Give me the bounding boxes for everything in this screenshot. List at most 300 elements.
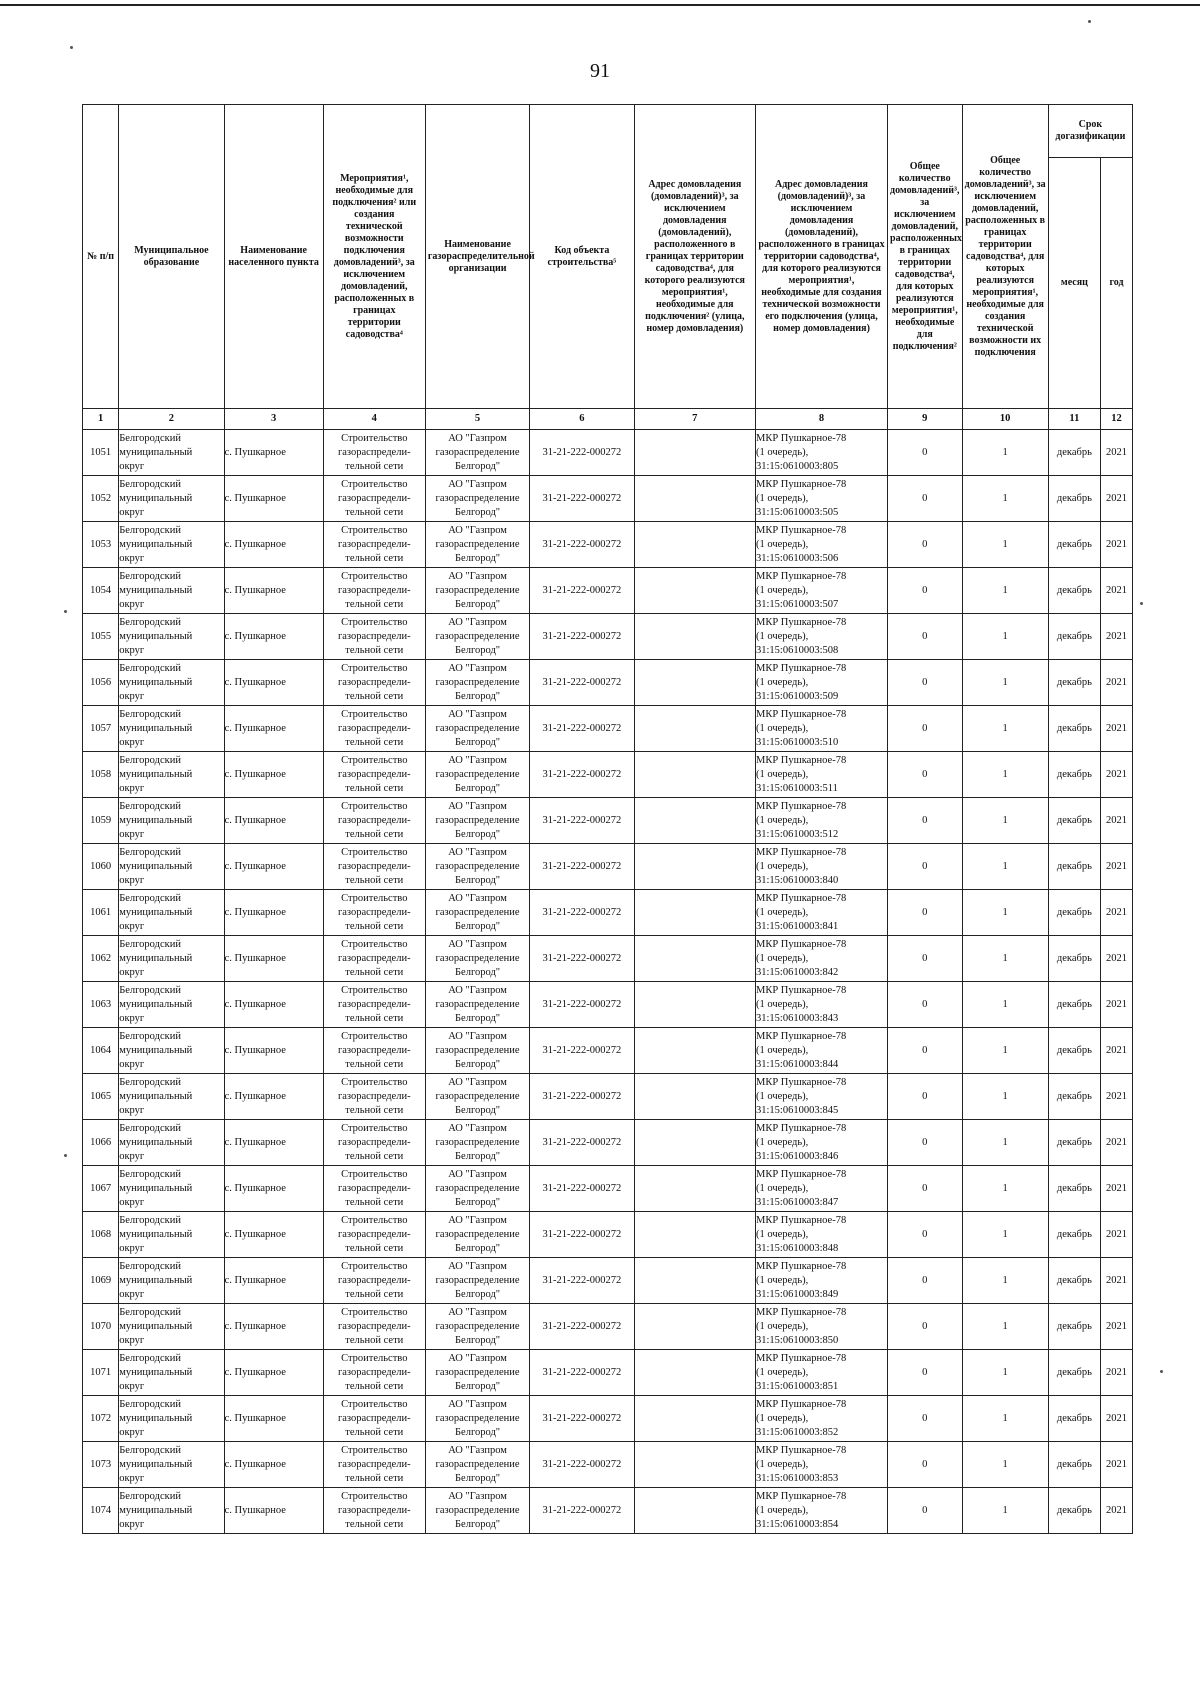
total-tech-cell: 1 <box>962 890 1048 936</box>
activity-cell-line: газораспредели- <box>337 860 411 872</box>
activity-cell <box>323 568 425 614</box>
address-tech-cell-line: МКР Пушкарное-78 <box>755 1214 847 1226</box>
municipality-cell-line: муниципальный <box>119 1182 193 1194</box>
object-code-cell: 31-21-222-000272 <box>530 476 634 522</box>
row-number: 1060 <box>83 844 119 890</box>
gas-org-cell-line: Белгород" <box>455 1426 501 1438</box>
column-number: 1 <box>83 409 119 430</box>
month-cell: декабрь <box>1048 1488 1100 1534</box>
address-tech-cell-line: МКР Пушкарное-78 <box>755 1444 847 1456</box>
total-tech-cell: 1 <box>962 1212 1048 1258</box>
activity-cell <box>323 476 425 522</box>
activity-cell <box>323 752 425 798</box>
total-tech-cell: 1 <box>962 476 1048 522</box>
gas-org-cell-line: Белгород" <box>455 1104 501 1116</box>
activity-cell-line: газораспредели- <box>337 1136 411 1148</box>
gas-org-cell <box>425 1304 529 1350</box>
address-tech-cell <box>755 1488 887 1534</box>
activity-cell-line: газораспредели- <box>337 1458 411 1470</box>
gas-org-cell <box>425 614 529 660</box>
address-tech-cell-line: 31:15:0610003:851 <box>755 1380 839 1392</box>
municipality-cell-line: муниципальный <box>119 814 193 826</box>
row-number: 1065 <box>83 1074 119 1120</box>
object-code-cell: 31-21-222-000272 <box>530 614 634 660</box>
row-number: 1066 <box>83 1120 119 1166</box>
municipality-cell-line: округ <box>119 598 145 610</box>
address-tech-cell-line: 31:15:0610003:840 <box>755 874 839 886</box>
municipality-cell-line: Белгородский <box>119 432 181 444</box>
activity-cell <box>323 660 425 706</box>
column-number: 6 <box>530 409 634 430</box>
table-row <box>83 1028 1133 1074</box>
address-tech-cell-line: (1 очередь), <box>755 630 809 642</box>
municipality-cell-line: муниципальный <box>119 1274 193 1286</box>
gas-org-cell-line: АО "Газпром <box>448 1352 507 1364</box>
address-tech-cell-line: 31:15:0610003:507 <box>755 598 839 610</box>
header-municipality: Муниципальное образование <box>119 105 224 409</box>
municipality-cell <box>119 1120 224 1166</box>
object-code-cell: 31-21-222-000272 <box>530 1488 634 1534</box>
scan-speck <box>1160 1370 1163 1373</box>
address-tech-cell <box>755 568 887 614</box>
address-tech-cell-line: МКР Пушкарное-78 <box>755 938 847 950</box>
gas-org-cell-line: газораспределение <box>435 1090 520 1102</box>
municipality-cell-line: Белгородский <box>119 570 181 582</box>
table-row <box>83 568 1133 614</box>
total-connection-cell: 0 <box>888 982 963 1028</box>
address-tech-cell-line: 31:15:0610003:505 <box>755 506 839 518</box>
municipality-cell-line: муниципальный <box>119 1458 193 1470</box>
address-tech-cell-line: (1 очередь), <box>755 1366 809 1378</box>
gas-org-cell <box>425 1396 529 1442</box>
address-tech-cell-line: (1 очередь), <box>755 998 809 1010</box>
activity-cell-line: газораспредели- <box>337 1320 411 1332</box>
gas-org-cell-line: газораспределение <box>435 768 520 780</box>
column-number: 2 <box>119 409 224 430</box>
activity-cell-line: тельной сети <box>345 828 404 840</box>
locality-cell: с. Пушкарное <box>224 1120 323 1166</box>
gas-org-cell-line: Белгород" <box>455 1380 501 1392</box>
municipality-cell-line: муниципальный <box>119 998 193 1010</box>
address-tech-cell-line: 31:15:0610003:805 <box>755 460 839 472</box>
month-cell: декабрь <box>1048 522 1100 568</box>
activity-cell-line: газораспредели- <box>337 1366 411 1378</box>
object-code-cell: 31-21-222-000272 <box>530 844 634 890</box>
municipality-cell-line: муниципальный <box>119 1504 193 1516</box>
activity-cell-line: газораспредели- <box>337 446 411 458</box>
gas-org-cell-line: Белгород" <box>455 598 501 610</box>
column-number: 5 <box>425 409 529 430</box>
gas-org-cell-line: газораспределение <box>435 952 520 964</box>
total-tech-cell: 1 <box>962 844 1048 890</box>
gas-org-cell-line: газораспределение <box>435 722 520 734</box>
gas-org-cell-line: АО "Газпром <box>448 1444 507 1456</box>
gas-org-cell-line: газораспределение <box>435 1366 520 1378</box>
month-cell: декабрь <box>1048 660 1100 706</box>
table-row <box>83 1304 1133 1350</box>
total-connection-cell: 0 <box>888 568 963 614</box>
year-cell: 2021 <box>1100 1074 1132 1120</box>
header-total-tech: Общее количество домовладений³, за исключением домовладений, расположенных в границах территории садоводства⁴, для которых реализуются мероприятия¹, необходимые для создания технической возможности их подключения <box>962 105 1048 409</box>
municipality-cell-line: муниципальный <box>119 952 193 964</box>
activity-cell-line: газораспредели- <box>337 998 411 1010</box>
municipality-cell-line: Белгородский <box>119 846 181 858</box>
column-number: 3 <box>224 409 323 430</box>
activity-cell-line: газораспредели- <box>337 1274 411 1286</box>
activity-cell-line: Строительство <box>341 800 408 812</box>
table-row <box>83 890 1133 936</box>
municipality-cell-line: муниципальный <box>119 1044 193 1056</box>
gas-org-cell-line: Белгород" <box>455 1472 501 1484</box>
address-tech-cell-line: МКР Пушкарное-78 <box>755 1260 847 1272</box>
address-connection-cell <box>634 1028 755 1074</box>
month-cell: декабрь <box>1048 568 1100 614</box>
activity-cell-line: Строительство <box>341 1444 408 1456</box>
header-year: год <box>1100 158 1132 409</box>
municipality-cell-line: Белгородский <box>119 800 181 812</box>
header-no: № п/п <box>83 105 119 409</box>
activity-cell-line: тельной сети <box>345 1196 404 1208</box>
address-tech-cell-line: 31:15:0610003:509 <box>755 690 839 702</box>
municipality-cell <box>119 1028 224 1074</box>
row-number: 1057 <box>83 706 119 752</box>
address-tech-cell-line: 31:15:0610003:511 <box>755 782 838 794</box>
column-number: 4 <box>323 409 425 430</box>
municipality-cell <box>119 890 224 936</box>
object-code-cell: 31-21-222-000272 <box>530 752 634 798</box>
gas-org-cell-line: АО "Газпром <box>448 1122 507 1134</box>
gas-org-cell-line: Белгород" <box>455 828 501 840</box>
gas-org-cell-line: АО "Газпром <box>448 1076 507 1088</box>
municipality-cell <box>119 1396 224 1442</box>
activity-cell-line: тельной сети <box>345 1334 404 1346</box>
year-cell: 2021 <box>1100 614 1132 660</box>
locality-cell: с. Пушкарное <box>224 1396 323 1442</box>
municipality-cell <box>119 1350 224 1396</box>
gas-org-cell-line: газораспределение <box>435 538 520 550</box>
object-code-cell: 31-21-222-000272 <box>530 522 634 568</box>
gas-org-cell-line: газораспределение <box>435 630 520 642</box>
municipality-cell-line: Белгородский <box>119 1352 181 1364</box>
municipality-cell-line: округ <box>119 1380 145 1392</box>
activity-cell-line: газораспредели- <box>337 1504 411 1516</box>
total-tech-cell: 1 <box>962 660 1048 706</box>
address-tech-cell <box>755 844 887 890</box>
month-cell: декабрь <box>1048 1304 1100 1350</box>
activity-cell-line: тельной сети <box>345 966 404 978</box>
municipality-cell-line: Белгородский <box>119 1168 181 1180</box>
table-row <box>83 614 1133 660</box>
gas-org-cell-line: Белгород" <box>455 644 501 656</box>
gas-org-cell-line: АО "Газпром <box>448 1030 507 1042</box>
municipality-cell <box>119 752 224 798</box>
month-cell: декабрь <box>1048 798 1100 844</box>
total-connection-cell: 0 <box>888 1212 963 1258</box>
total-connection-cell: 0 <box>888 1350 963 1396</box>
address-connection-cell <box>634 522 755 568</box>
gas-org-cell-line: Белгород" <box>455 690 501 702</box>
municipality-cell-line: муниципальный <box>119 768 193 780</box>
activity-cell-line: Строительство <box>341 478 408 490</box>
year-cell: 2021 <box>1100 430 1132 476</box>
address-connection-cell <box>634 1074 755 1120</box>
activity-cell <box>323 1488 425 1534</box>
address-tech-cell-line: (1 очередь), <box>755 1182 809 1194</box>
address-tech-cell-line: 31:15:0610003:847 <box>755 1196 839 1208</box>
activity-cell-line: Строительство <box>341 984 408 996</box>
address-tech-cell-line: 31:15:0610003:850 <box>755 1334 839 1346</box>
total-connection-cell: 0 <box>888 476 963 522</box>
activity-cell <box>323 798 425 844</box>
scan-speck <box>64 1154 67 1157</box>
month-cell: декабрь <box>1048 614 1100 660</box>
address-tech-cell-line: МКР Пушкарное-78 <box>755 570 847 582</box>
activity-cell-line: газораспредели- <box>337 952 411 964</box>
total-tech-cell: 1 <box>962 1396 1048 1442</box>
municipality-cell-line: Белгородский <box>119 662 181 674</box>
address-tech-cell <box>755 430 887 476</box>
total-connection-cell: 0 <box>888 706 963 752</box>
address-tech-cell-line: МКР Пушкарное-78 <box>755 662 847 674</box>
locality-cell: с. Пушкарное <box>224 568 323 614</box>
month-cell: декабрь <box>1048 1028 1100 1074</box>
activity-cell-line: газораспредели- <box>337 1182 411 1194</box>
address-connection-cell <box>634 1488 755 1534</box>
activity-cell-line: Строительство <box>341 1398 408 1410</box>
gas-org-cell-line: Белгород" <box>455 1058 501 1070</box>
municipality-cell-line: округ <box>119 828 145 840</box>
address-tech-cell-line: 31:15:0610003:845 <box>755 1104 839 1116</box>
address-connection-cell <box>634 982 755 1028</box>
activity-cell-line: Строительство <box>341 1214 408 1226</box>
activity-cell-line: газораспредели- <box>337 492 411 504</box>
address-tech-cell-line: (1 очередь), <box>755 676 809 688</box>
activity-cell <box>323 1074 425 1120</box>
month-cell: декабрь <box>1048 936 1100 982</box>
total-tech-cell: 1 <box>962 522 1048 568</box>
address-tech-cell <box>755 614 887 660</box>
total-tech-cell: 1 <box>962 706 1048 752</box>
municipality-cell-line: муниципальный <box>119 538 193 550</box>
address-tech-cell-line: (1 очередь), <box>755 1228 809 1240</box>
gas-org-cell-line: газораспределение <box>435 860 520 872</box>
address-tech-cell <box>755 522 887 568</box>
object-code-cell: 31-21-222-000272 <box>530 798 634 844</box>
activity-cell-line: Строительство <box>341 662 408 674</box>
total-tech-cell: 1 <box>962 1166 1048 1212</box>
total-tech-cell: 1 <box>962 1028 1048 1074</box>
locality-cell: с. Пушкарное <box>224 522 323 568</box>
month-cell: декабрь <box>1048 430 1100 476</box>
activity-cell-line: тельной сети <box>345 1288 404 1300</box>
total-tech-cell: 1 <box>962 752 1048 798</box>
activity-cell <box>323 1442 425 1488</box>
activity-cell <box>323 982 425 1028</box>
municipality-cell-line: муниципальный <box>119 906 193 918</box>
activity-cell-line: Строительство <box>341 524 408 536</box>
total-connection-cell: 0 <box>888 936 963 982</box>
address-tech-cell-line: 31:15:0610003:852 <box>755 1426 839 1438</box>
municipality-cell <box>119 1212 224 1258</box>
activity-cell <box>323 1212 425 1258</box>
year-cell: 2021 <box>1100 522 1132 568</box>
gas-org-cell-line: АО "Газпром <box>448 524 507 536</box>
column-number: 10 <box>962 409 1048 430</box>
gas-org-cell <box>425 1488 529 1534</box>
locality-cell: с. Пушкарное <box>224 982 323 1028</box>
municipality-cell <box>119 1488 224 1534</box>
total-tech-cell: 1 <box>962 1120 1048 1166</box>
activity-cell <box>323 430 425 476</box>
activity-cell-line: тельной сети <box>345 1242 404 1254</box>
gas-org-cell-line: АО "Газпром <box>448 800 507 812</box>
activity-cell <box>323 1350 425 1396</box>
locality-cell: с. Пушкарное <box>224 1258 323 1304</box>
gas-org-cell <box>425 752 529 798</box>
address-tech-cell <box>755 660 887 706</box>
row-number: 1054 <box>83 568 119 614</box>
gas-org-cell-line: Белгород" <box>455 782 501 794</box>
row-number: 1067 <box>83 1166 119 1212</box>
address-tech-cell-line: 31:15:0610003:843 <box>755 1012 839 1024</box>
address-connection-cell <box>634 1258 755 1304</box>
gas-org-cell-line: АО "Газпром <box>448 1168 507 1180</box>
table-row <box>83 1396 1133 1442</box>
year-cell: 2021 <box>1100 660 1132 706</box>
gas-org-cell-line: газораспределение <box>435 492 520 504</box>
address-connection-cell <box>634 660 755 706</box>
month-cell: декабрь <box>1048 1166 1100 1212</box>
object-code-cell: 31-21-222-000272 <box>530 430 634 476</box>
row-number: 1070 <box>83 1304 119 1350</box>
activity-cell-line: газораспредели- <box>337 1228 411 1240</box>
address-tech-cell-line: (1 очередь), <box>755 492 809 504</box>
municipality-cell-line: Белгородский <box>119 524 181 536</box>
object-code-cell: 31-21-222-000272 <box>530 1212 634 1258</box>
activity-cell-line: Строительство <box>341 892 408 904</box>
scan-speck <box>1088 20 1091 23</box>
municipality-cell-line: муниципальный <box>119 722 193 734</box>
object-code-cell: 31-21-222-000272 <box>530 982 634 1028</box>
address-tech-cell-line: 31:15:0610003:510 <box>755 736 839 748</box>
activity-cell-line: Строительство <box>341 1122 408 1134</box>
activity-cell-line: тельной сети <box>345 782 404 794</box>
gas-org-cell-line: АО "Газпром <box>448 984 507 996</box>
address-tech-cell <box>755 936 887 982</box>
address-tech-cell-line: МКР Пушкарное-78 <box>755 1398 847 1410</box>
municipality-cell-line: округ <box>119 1058 145 1070</box>
municipality-cell-line: муниципальный <box>119 630 193 642</box>
address-connection-cell <box>634 890 755 936</box>
gas-org-cell <box>425 982 529 1028</box>
locality-cell: с. Пушкарное <box>224 660 323 706</box>
address-tech-cell <box>755 1074 887 1120</box>
address-tech-cell-line: МКР Пушкарное-78 <box>755 1490 847 1502</box>
municipality-cell-line: округ <box>119 1104 145 1116</box>
locality-cell: с. Пушкарное <box>224 1212 323 1258</box>
table-row <box>83 1166 1133 1212</box>
address-tech-cell <box>755 1304 887 1350</box>
municipality-cell-line: Белгородский <box>119 1076 181 1088</box>
table-row <box>83 1350 1133 1396</box>
month-cell: декабрь <box>1048 1350 1100 1396</box>
address-tech-cell <box>755 1120 887 1166</box>
total-connection-cell: 0 <box>888 798 963 844</box>
gas-org-cell <box>425 522 529 568</box>
year-cell: 2021 <box>1100 844 1132 890</box>
municipality-cell <box>119 1442 224 1488</box>
activity-cell-line: Строительство <box>341 938 408 950</box>
municipality-cell-line: округ <box>119 1334 145 1346</box>
month-cell: декабрь <box>1048 1258 1100 1304</box>
gas-org-cell <box>425 660 529 706</box>
address-tech-cell-line: 31:15:0610003:844 <box>755 1058 839 1070</box>
gas-org-cell-line: Белгород" <box>455 460 501 472</box>
address-tech-cell-line: (1 очередь), <box>755 906 809 918</box>
activity-cell <box>323 1304 425 1350</box>
total-tech-cell: 1 <box>962 430 1048 476</box>
municipality-cell <box>119 982 224 1028</box>
municipality-cell-line: округ <box>119 1472 145 1484</box>
activity-cell-line: Строительство <box>341 1352 408 1364</box>
address-connection-cell <box>634 1166 755 1212</box>
table-row <box>83 660 1133 706</box>
activity-cell <box>323 936 425 982</box>
activity-cell-line: газораспредели- <box>337 584 411 596</box>
gas-org-cell <box>425 1166 529 1212</box>
total-connection-cell: 0 <box>888 1488 963 1534</box>
activity-cell <box>323 1166 425 1212</box>
municipality-cell-line: Белгородский <box>119 1444 181 1456</box>
gas-org-cell-line: АО "Газпром <box>448 1490 507 1502</box>
activity-cell-line: Строительство <box>341 754 408 766</box>
municipality-cell-line: муниципальный <box>119 1412 193 1424</box>
municipality-cell-line: округ <box>119 1518 145 1530</box>
address-tech-cell-line: 31:15:0610003:842 <box>755 966 839 978</box>
total-tech-cell: 1 <box>962 1442 1048 1488</box>
address-tech-cell <box>755 798 887 844</box>
year-cell: 2021 <box>1100 568 1132 614</box>
address-tech-cell-line: МКР Пушкарное-78 <box>755 1168 847 1180</box>
header-address-tech: Адрес домовладения (домовладений)³, за исключением домовладения (домовладений), расположенного в границах территории садоводства⁴, для которого реализуются мероприятия¹, необходимые для создания технической возможности его подключения (улица, номер домовладения) <box>755 105 887 409</box>
address-connection-cell <box>634 798 755 844</box>
year-cell: 2021 <box>1100 1488 1132 1534</box>
gas-org-cell <box>425 1350 529 1396</box>
row-number: 1073 <box>83 1442 119 1488</box>
object-code-cell: 31-21-222-000272 <box>530 1028 634 1074</box>
activity-cell <box>323 614 425 660</box>
gas-org-cell-line: АО "Газпром <box>448 616 507 628</box>
locality-cell: с. Пушкарное <box>224 1442 323 1488</box>
header-total-connection: Общее количество домовладений³, за исключением домовладений, расположенных в границах территории садоводства⁴, для которых реализуются мероприятия¹, необходимые для подключения² <box>888 105 963 409</box>
month-cell: декабрь <box>1048 752 1100 798</box>
address-tech-cell-line: МКР Пушкарное-78 <box>755 478 847 490</box>
year-cell: 2021 <box>1100 752 1132 798</box>
activity-cell-line: Строительство <box>341 1168 408 1180</box>
address-tech-cell-line: 31:15:0610003:853 <box>755 1472 839 1484</box>
address-tech-cell-line: (1 очередь), <box>755 860 809 872</box>
year-cell: 2021 <box>1100 890 1132 936</box>
total-tech-cell: 1 <box>962 568 1048 614</box>
municipality-cell-line: Белгородский <box>119 754 181 766</box>
address-tech-cell <box>755 752 887 798</box>
object-code-cell: 31-21-222-000272 <box>530 1166 634 1212</box>
municipality-cell-line: муниципальный <box>119 1366 193 1378</box>
address-tech-cell-line: (1 очередь), <box>755 1044 809 1056</box>
month-cell: декабрь <box>1048 982 1100 1028</box>
row-number: 1055 <box>83 614 119 660</box>
row-number: 1063 <box>83 982 119 1028</box>
